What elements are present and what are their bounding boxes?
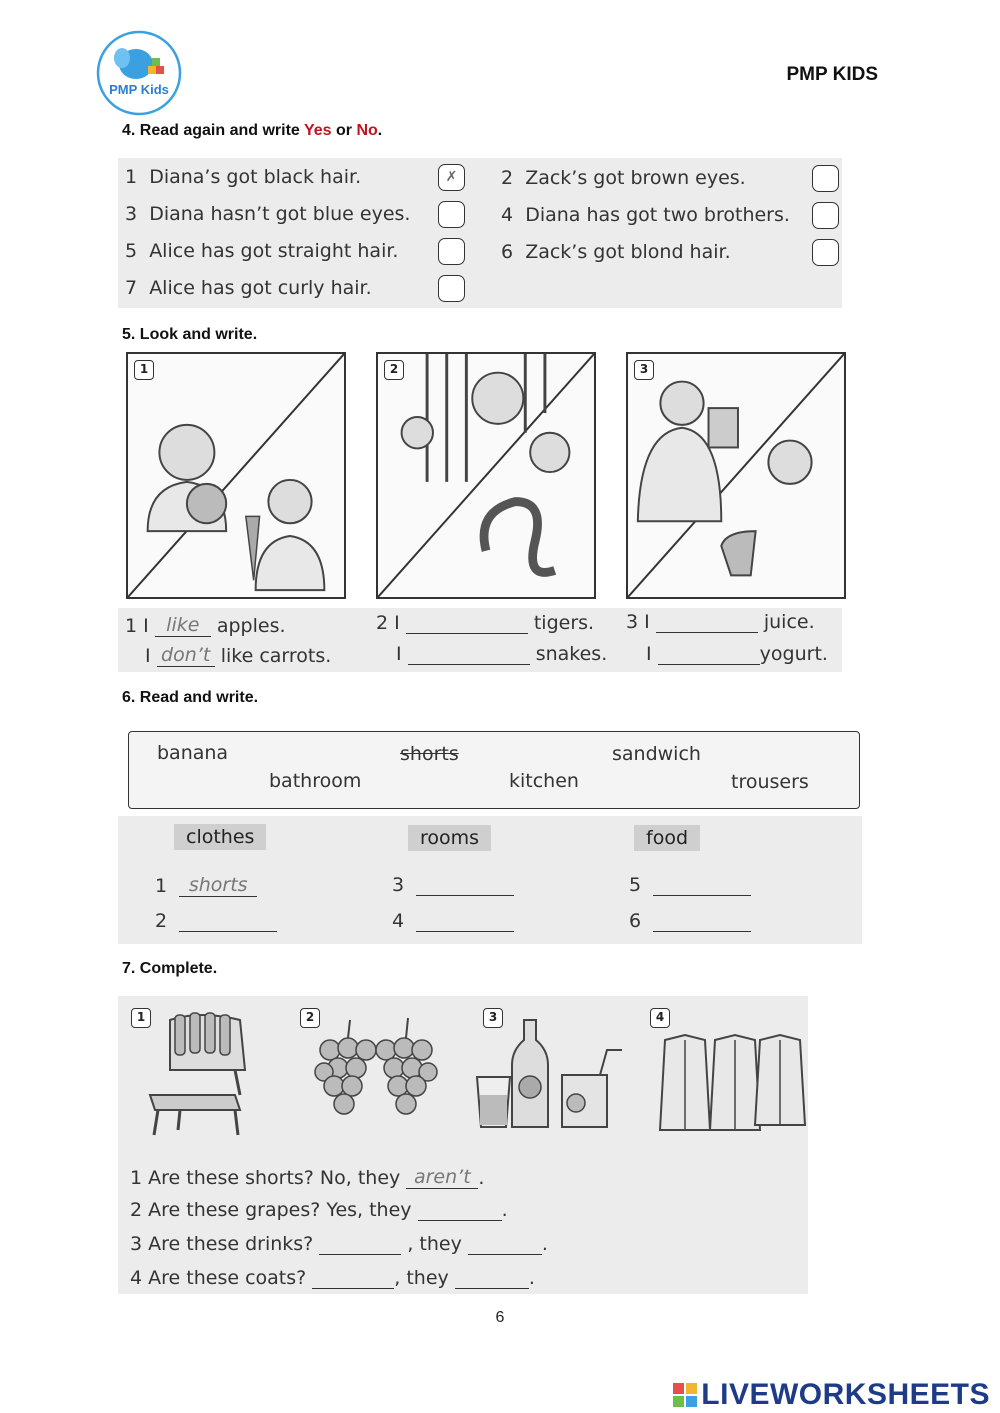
section6-title: 6. Read and write. [122,689,259,706]
answer-box-7[interactable] [438,275,465,302]
food-line-2a: 2 I tigers. [376,612,595,634]
answer-box-2[interactable] [812,165,839,192]
answer-field-4[interactable] [416,912,514,932]
section4-title: 4. Read again and write Yes or No. [122,122,383,139]
category-answer-2: 2 [155,910,277,932]
category-clothes: clothes [174,824,266,850]
tiger-snake-illustration [378,354,594,597]
girls-apple-carrot-illustration [128,354,344,597]
answer-field-drinks-a[interactable] [319,1235,401,1255]
grapes-illustration [310,1010,440,1140]
picture-number: 1 [131,1008,151,1028]
food-picture-1 [126,352,346,599]
answer-field-snakes[interactable] [408,645,530,665]
answer-field-grapes[interactable] [418,1201,502,1221]
answer-field-drinks-b[interactable] [468,1235,542,1255]
brand-title: PMP KIDS [786,64,878,85]
category-food: food [634,825,700,851]
statement-3: 3 Diana hasn’t got blue eyes. [125,203,411,225]
coats-illustration [650,1025,810,1135]
food-line-1b: I don’t like carrots. [145,644,332,667]
answer-field-arent[interactable]: aren’t [406,1166,478,1189]
chair-socks-illustration [140,1010,260,1140]
word-kitchen: kitchen [509,770,579,792]
statement-2: 2 Zack’s got brown eyes. [501,167,746,189]
category-answer-1: 1 shorts [155,874,257,897]
answer-field-dont[interactable]: don’t [157,644,215,667]
food-line-1a: 1 I like apples. [125,614,286,637]
answer-field-shorts[interactable]: shorts [179,874,257,897]
picture-number: 1 [134,360,154,380]
liveworksheets-logo: LIVEWORKSHEETS [673,1378,990,1412]
category-answer-5: 5 [629,874,751,896]
word-trousers: trousers [731,771,809,793]
food-line-3b: I yogurt. [646,643,828,665]
answer-field-6[interactable] [653,912,751,932]
word-shorts: shorts [400,743,459,765]
answer-field-yogurt[interactable] [658,645,760,665]
statement-5: 5 Alice has got straight hair. [125,240,399,262]
answer-field-coats-b[interactable] [455,1269,529,1289]
question-4: 4 Are these coats? , they . [130,1267,535,1289]
answer-field-juice[interactable] [656,613,758,633]
drinks-illustration [472,1015,632,1135]
statement-4: 4 Diana has got two brothers. [501,204,790,226]
food-line-3a: 3 I juice. [626,611,815,633]
picture-number: 2 [300,1008,320,1028]
word-sandwich: sandwich [612,743,701,765]
statement-1: 1 Diana’s got black hair. [125,166,362,188]
word-bathroom: bathroom [269,770,362,792]
food-picture-2 [376,352,596,599]
category-answer-4: 4 [392,910,514,932]
answer-box-5[interactable] [438,238,465,265]
picture-number: 2 [384,360,404,380]
page-number: 6 [495,1309,505,1326]
food-picture-3 [626,352,846,599]
food-line-2b: I snakes. [396,643,608,665]
answer-field-coats-a[interactable] [312,1269,394,1289]
statement-7: 7 Alice has got curly hair. [125,277,372,299]
picture-number: 4 [650,1008,670,1028]
picture-number: 3 [483,1008,503,1028]
statement-6: 6 Zack’s got blond hair. [501,241,731,263]
pmp-kids-logo [96,30,182,116]
answer-field-tigers[interactable] [406,614,528,634]
picture-number: 3 [634,360,654,380]
boys-juice-yogurt-illustration [628,354,844,597]
answer-field-5[interactable] [653,876,751,896]
category-answer-6: 6 [629,910,751,932]
answer-box-6[interactable] [812,239,839,266]
question-1: 1 Are these shorts? No, they aren’t . [130,1166,485,1189]
answer-field-like[interactable]: like [155,614,211,637]
section5-title: 5. Look and write. [122,326,258,343]
answer-field-3[interactable] [416,876,514,896]
svg-text:PMP Kids: PMP Kids [109,82,169,97]
liveworksheets-icon [673,1383,697,1407]
answer-box-4[interactable] [812,202,839,229]
category-rooms: rooms [408,825,491,851]
question-2: 2 Are these grapes? Yes, they . [130,1199,508,1221]
answer-box-3[interactable] [438,201,465,228]
word-bank [128,731,860,809]
category-answer-3: 3 [392,874,514,896]
word-banana: banana [157,742,229,764]
answer-field-2[interactable] [179,912,277,932]
question-3: 3 Are these drinks? , they . [130,1233,548,1255]
answer-box-1[interactable]: ✗ [438,164,465,191]
section7-title: 7. Complete. [122,960,218,977]
